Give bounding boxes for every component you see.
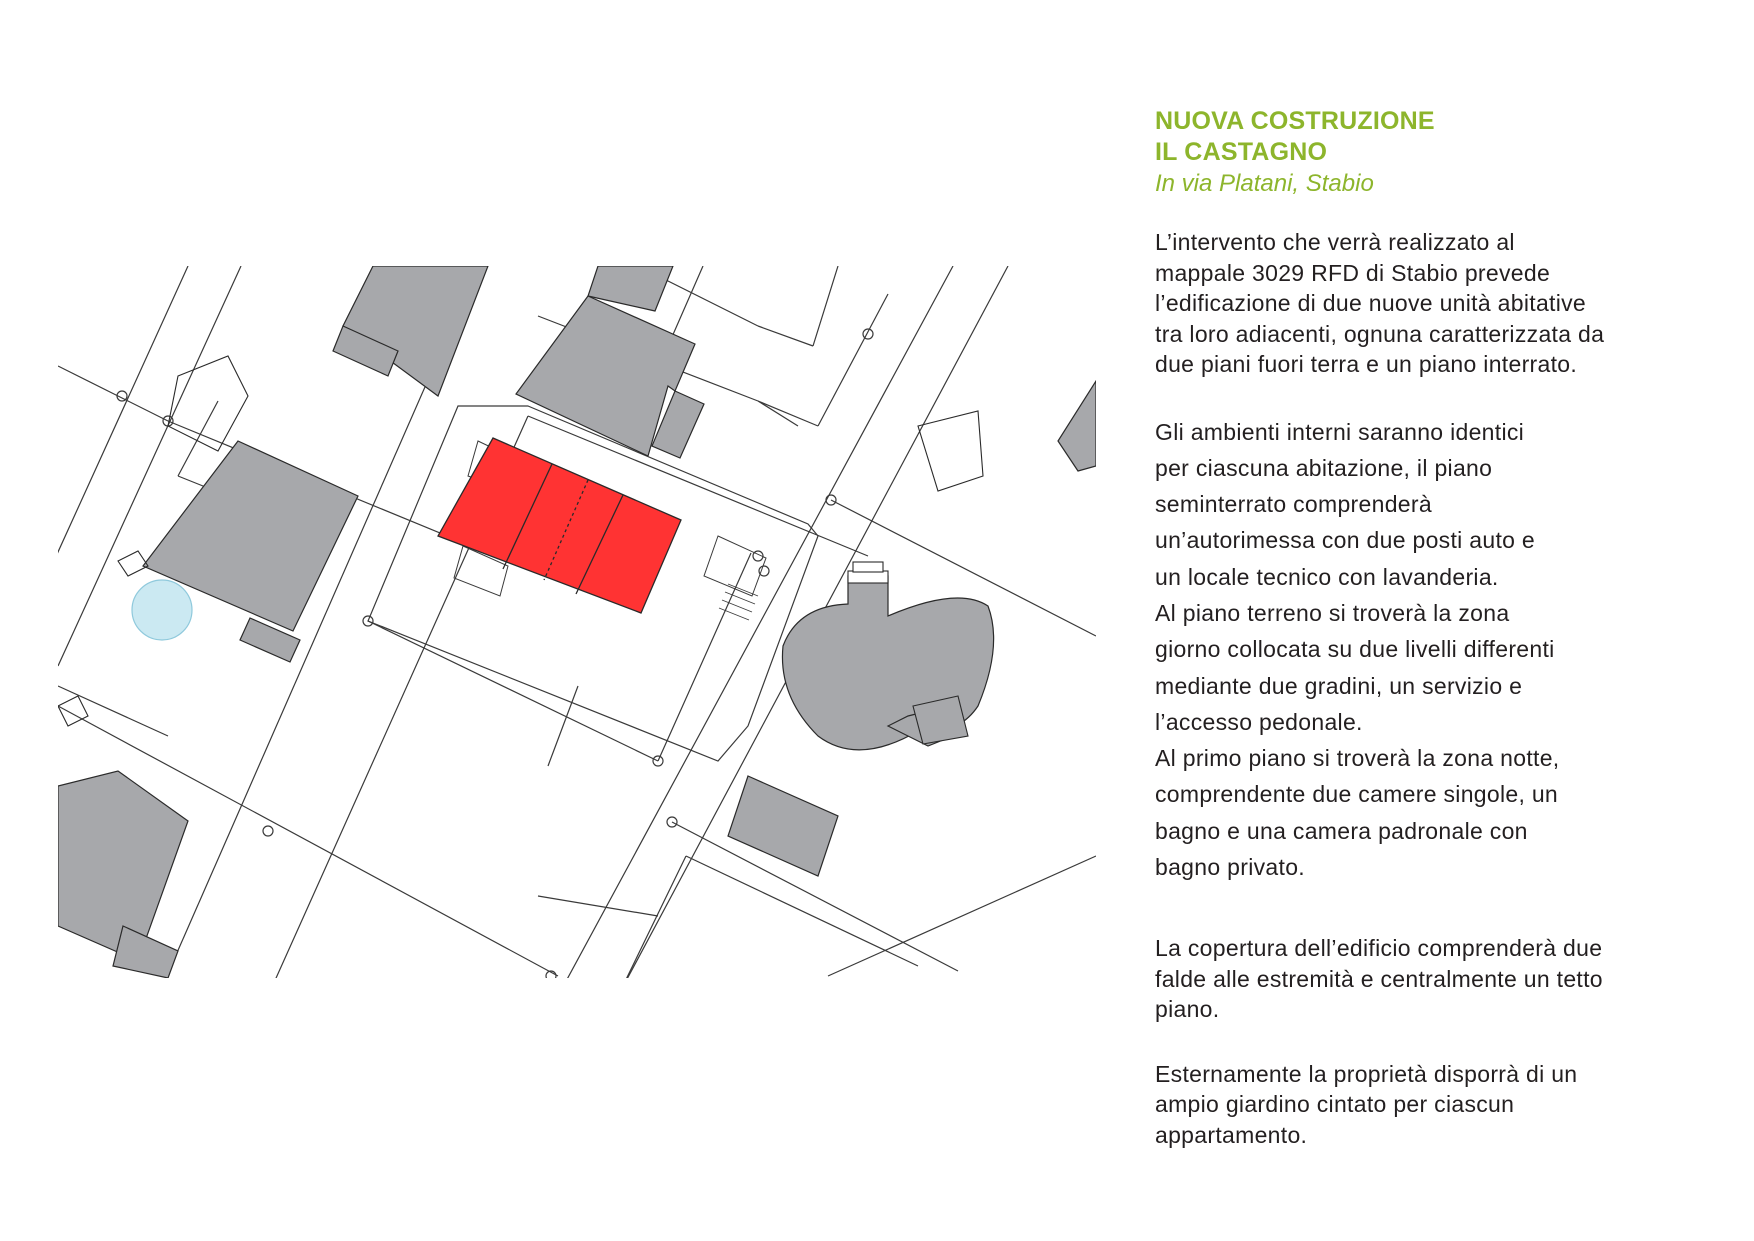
project-location: In via Platani, Stabio (1155, 170, 1374, 197)
interior-paragraph: Gli ambienti interni saranno identici per ciascuna abitazione, il piano seminterrato comprenderà un’autorimessa con due posti auto e un locale tecnico con lavanderia. Al piano terreno si troverà la zona giorno collocata su due livelli differenti mediante due gradini, un servizio e l’accesso pedonale. Al primo piano si troverà la zona notte, comprendente due camere singole, un bagno e una camera padronale con bagno privato. (1155, 418, 1560, 881)
site-plan-map (58, 266, 1096, 978)
garden-paragraph: Esternamente la proprietà disporrà di un ampio giardino cintato per ciascun appartamento. (1155, 1060, 1578, 1148)
text-panel (1155, 106, 1715, 1150)
intro-paragraph: L’intervento che verrà realizzato al mappale 3029 RFD di Stabio prevede l’edificazione di due nuove unità abitative tra loro adiacenti, ognuna caratterizzata da due piani fuori terra e un piano interrato. (1155, 229, 1605, 377)
roof-paragraph: La copertura dell’edificio comprenderà due falde alle estremità e centralmente un tetto piano. (1155, 935, 1603, 1023)
outline-building (168, 356, 248, 451)
existing-buildings (58, 266, 1096, 978)
pool (132, 580, 192, 640)
project-title-line2: IL CASTAGNO (1155, 138, 1328, 166)
survey-markers (117, 329, 873, 978)
project-title-line1: NUOVA COSTRUZIONE (1155, 107, 1435, 135)
